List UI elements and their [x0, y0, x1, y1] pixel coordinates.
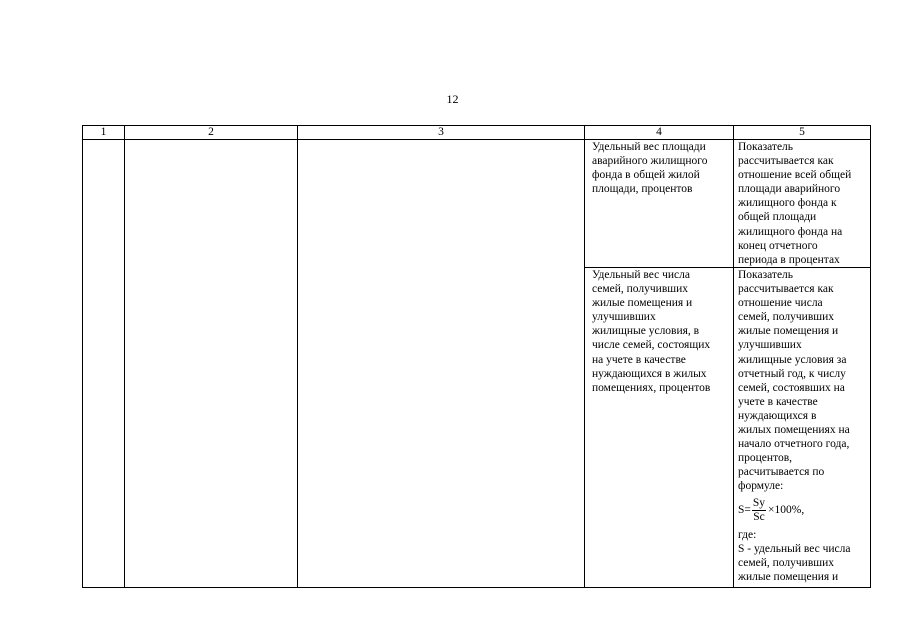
indicator-name-cell	[585, 268, 734, 588]
formula	[734, 494, 870, 528]
column-header-3: 3	[298, 126, 585, 140]
table-cell-col1	[83, 140, 125, 588]
formula-numerator: Sy	[752, 497, 766, 509]
formula-fraction	[752, 497, 766, 524]
formula-multiplier: ×100%,	[768, 504, 805, 517]
column-header-4: 4	[585, 126, 734, 140]
page-number: 12	[446, 92, 459, 106]
indicator-name-cell	[585, 140, 734, 268]
formula-explanation-text: где: S - удельный вес числа семей, получивших жилые помещения и	[738, 528, 851, 583]
formula-lhs: S=	[738, 504, 751, 517]
column-header-5: 5	[734, 126, 871, 140]
table-cell-col3	[298, 140, 585, 588]
data-table	[82, 125, 871, 588]
indicator-method-cell	[734, 268, 871, 588]
indicator-name-text: Удельный вес числа семей, получивших жилые помещения и улучшивших жилищные условия, в числе семей, состоящих на учете в качестве нуждающихся в жилых помещениях, процентов	[592, 269, 711, 394]
table-row	[83, 140, 871, 268]
table-cell-col2	[125, 140, 298, 588]
indicator-method-text: Показатель рассчитывается как отношение числа семей, получивших жилые помещения и улучшивших жилищные условия за отчетный год, к числу семей, состоявших на учете в качестве нуждающихся в жилых помещениях на начало отчетного года, процентов, расчитывается по формуле:	[738, 269, 850, 493]
indicator-name-text: Удельный вес площади аварийного жилищного фонда в общей жилой площади, процентов	[592, 141, 708, 196]
column-header-2: 2	[125, 126, 298, 140]
indicator-method-text: Показатель рассчитывается как отношение всей общей площади аварийного жилищного фонда к общей площади жилищного фонда на конец отчетного периода в процентах	[738, 141, 852, 266]
formula-denominator: Sc	[753, 511, 765, 523]
indicator-method-cell	[734, 140, 871, 268]
column-header-1: 1	[83, 126, 125, 140]
table-header-row	[83, 126, 871, 140]
